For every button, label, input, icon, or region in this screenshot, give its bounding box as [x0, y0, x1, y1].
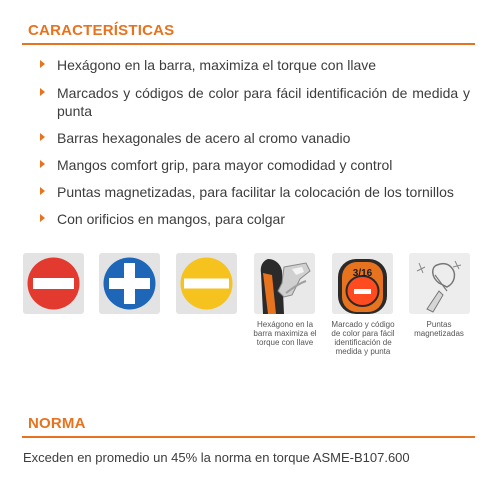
list-item: [40, 56, 470, 74]
hex-bar-wrench-icon: [254, 253, 315, 314]
list-item: [40, 156, 470, 174]
feature-text: Con orificios en mangos, para colgar: [57, 211, 286, 227]
bullet-arrow-icon: [40, 187, 45, 195]
slotted-tip-icon: [176, 253, 237, 314]
feature-text: Hexágono en la barra, maximiza el torque con llave: [57, 57, 377, 73]
section-title-caracteristicas: CARACTERÍSTICAS: [28, 22, 175, 39]
phillips-tip-tile: [99, 253, 160, 314]
slotted-tip-tile: [176, 253, 237, 314]
list-item: [40, 183, 470, 201]
size-marking-caption: Marcado y código de color para fácil identificación de medida y punta: [331, 320, 395, 356]
bullet-arrow-icon: [40, 214, 45, 222]
list-item: [40, 84, 470, 120]
feature-text: Puntas magnetizadas, para facilitar la colocación de los tornillos: [57, 184, 454, 200]
section-title-norma: NORMA: [28, 415, 86, 432]
magnetic-tip-caption: Puntas magnetizadas: [414, 320, 464, 338]
list-item: [40, 210, 470, 228]
norma-text: Exceden en promedio un 45% la norma en torque ASME-B107.600: [23, 450, 410, 465]
features-list: [40, 56, 470, 228]
flat-tip-icon: [23, 253, 84, 314]
hex-bar-caption: Hexágono en la barra maximiza el torque con llave: [253, 320, 317, 347]
size-label: 3/16: [352, 268, 373, 279]
section-divider: [22, 436, 475, 438]
section-divider: [22, 43, 475, 45]
feature-text: Mangos comfort grip, para mayor comodidad y control: [57, 157, 393, 173]
flat-tip-tile: [23, 253, 84, 314]
size-marking-tile: [332, 253, 393, 314]
phillips-tip-icon: [99, 253, 160, 314]
list-item: [40, 129, 470, 147]
feature-text: Barras hexagonales de acero al cromo vanadio: [57, 130, 351, 146]
magnetic-tip-tile: [409, 253, 470, 314]
bullet-arrow-icon: [40, 133, 45, 141]
size-marking-icon: [332, 253, 393, 314]
magnetic-tip-icon: [409, 253, 470, 314]
bullet-arrow-icon: [40, 160, 45, 168]
bullet-arrow-icon: [40, 88, 45, 96]
feature-text: Marcados y códigos de color para fácil identificación de medida y punta: [57, 85, 470, 119]
bullet-arrow-icon: [40, 60, 45, 68]
hex-bar-tile: [254, 253, 315, 314]
